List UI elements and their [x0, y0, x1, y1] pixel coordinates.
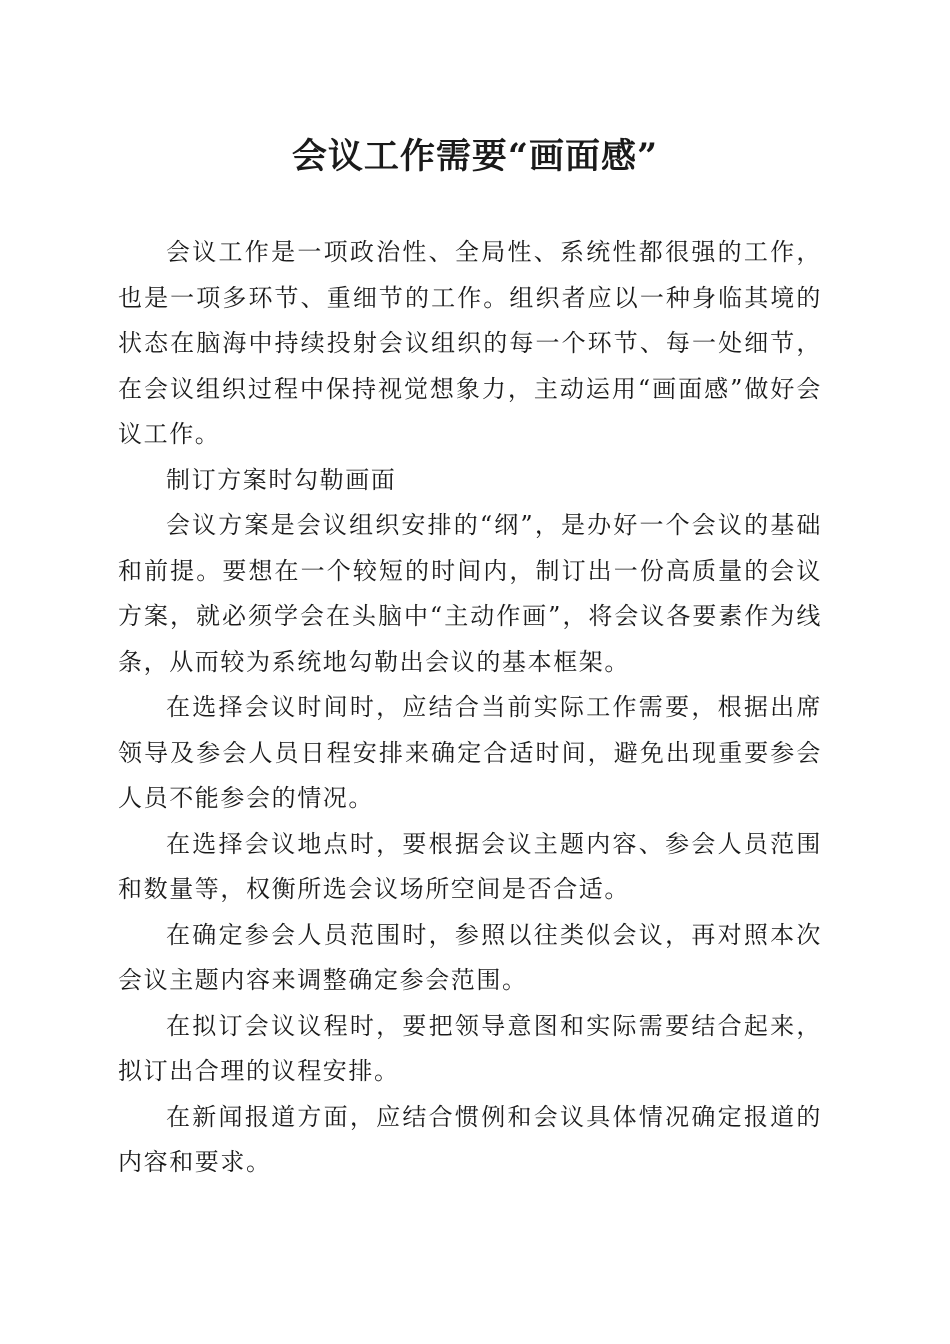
paragraph-plan: 会议方案是会议组织安排的“纲”，是办好一个会议的基础和前提。要想在一个较短的时间内，制订出一份高质量的会议方案，就必须学会在头脑中“主动作画”，将会议各要素作为线条，从而较为系统地勾勒出会议的基本框架。 — [118, 511, 822, 676]
paragraph-attendees: 在确定参会人员范围时，参照以往类似会议，再对照本次会议主题内容来调整确定参会范围。 — [118, 920, 822, 994]
document-body — [118, 230, 822, 1186]
paragraph-intro: 会议工作是一项政治性、全局性、系统性都很强的工作，也是一项多环节、重细节的工作。组织者应以一种身临其境的状态在脑海中持续投射会议组织的每一个环节、每一处细节，在会议组织过程中保持视觉想象力，主动运用“画面感”做好会议工作。 — [118, 238, 822, 448]
paragraph-agenda: 在拟订会议议程时，要把领导意图和实际需要结合起来，拟订出合理的议程安排。 — [118, 1011, 822, 1085]
paragraph-time: 在选择会议时间时，应结合当前实际工作需要，根据出席领导及参会人员日程安排来确定合适时间，避免出现重要参会人员不能参会的情况。 — [118, 693, 822, 812]
paragraph-news: 在新闻报道方面，应结合惯例和会议具体情况确定报道的内容和要求。 — [118, 1102, 822, 1176]
document-title: 会议工作需要“画面感” — [291, 136, 659, 177]
section-heading: 制订方案时勾勒画面 — [166, 465, 397, 494]
paragraph-location: 在选择会议地点时，要根据会议主题内容、参会人员范围和数量等，权衡所选会议场所空间是否合适。 — [118, 829, 822, 903]
